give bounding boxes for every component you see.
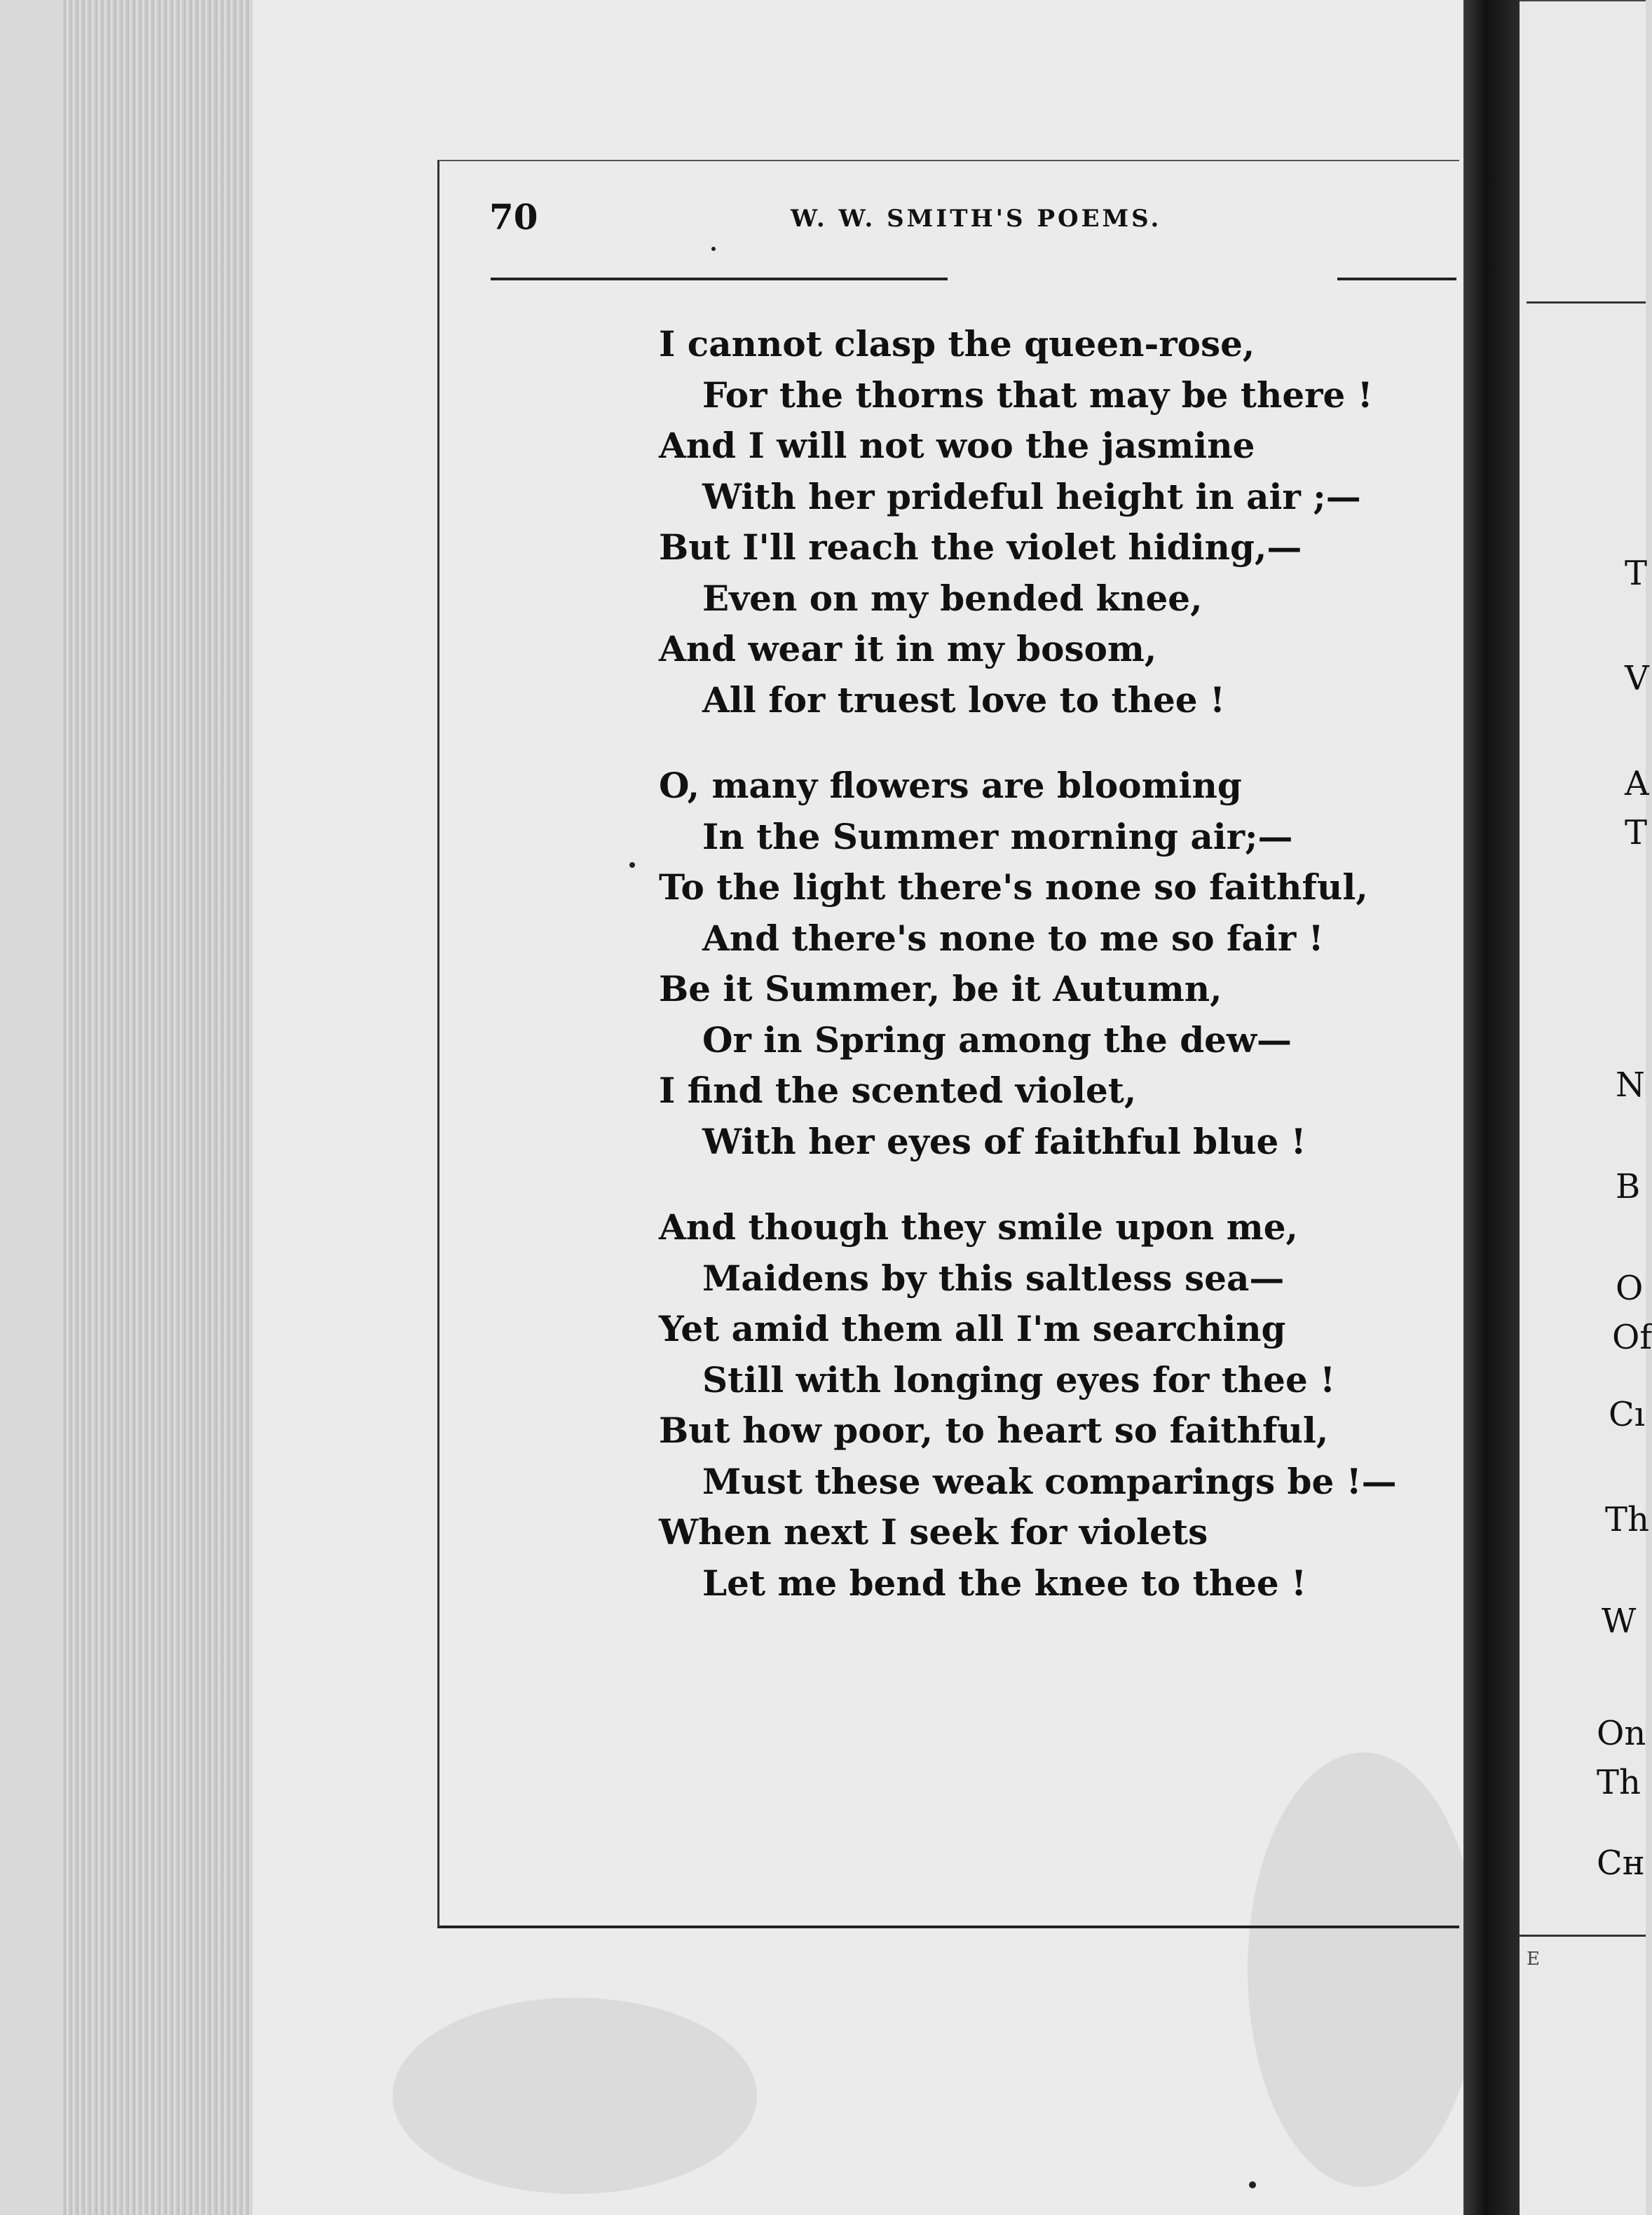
facing-text-fragment: T (1625, 554, 1648, 593)
poem-line: But I'll reach the violet hiding,— (659, 526, 1302, 568)
poem-line: O, many flowers are blooming (659, 765, 1242, 806)
poem-line: Maidens by this saltless sea— (702, 1257, 1285, 1299)
facing-page (1520, 0, 1646, 2215)
facing-text-fragment: On (1597, 1714, 1646, 1753)
page-number: 70 (489, 196, 538, 238)
ink-speck (1249, 2181, 1256, 2188)
poem-line: For the thorns that may be there ! (702, 374, 1373, 416)
poem-line: Yet amid them all I'm searching (659, 1308, 1286, 1349)
ink-speck (711, 247, 716, 251)
book-page-edges (63, 0, 273, 2215)
poem-line: And wear it in my bosom, (659, 628, 1157, 669)
facing-text-fragment: A (1625, 764, 1649, 803)
poem-line: Or in Spring among the dew— (702, 1018, 1292, 1061)
facing-text-fragment: W (1602, 1602, 1637, 1641)
facing-text-fragment: V (1625, 659, 1649, 698)
poem-line: But how poor, to heart so faithful, (659, 1410, 1329, 1451)
facing-text-fragment: Of (1612, 1318, 1652, 1357)
facing-text-fragment: Th (1597, 1763, 1641, 1802)
poem-line: Let me bend the knee to thee ! (702, 1562, 1307, 1604)
poem-line: Be it Summer, be it Autumn, (659, 968, 1222, 1009)
poem-line: I find the scented violet, (659, 1070, 1137, 1111)
facing-page-footer: E (1527, 1949, 1540, 1970)
facing-text-fragment: O (1616, 1269, 1644, 1308)
page-header (489, 196, 1456, 245)
poem-line: And though they smile upon me, (659, 1206, 1298, 1248)
poem-line: In the Summer morning air;— (702, 815, 1293, 857)
facing-header-rule (1527, 301, 1646, 304)
poem-line: Must these weak comparings be !— (702, 1460, 1397, 1502)
poem-line: To the light there's none so faithful, (659, 866, 1368, 908)
poem-line: I cannot clasp the queen-rose, (659, 323, 1255, 364)
book-gutter (1463, 0, 1520, 2215)
poem-line: Still with longing eyes for thee ! (702, 1358, 1336, 1400)
poem-line: With her prideful height in air ;— (702, 475, 1361, 517)
stanza (659, 1202, 1397, 1609)
poem-body (659, 319, 1397, 1644)
stanza (659, 761, 1397, 1167)
facing-text-fragment: Th (1605, 1500, 1649, 1539)
water-stain (392, 1998, 757, 2194)
stanza (659, 319, 1397, 725)
poem-line: When next I seek for violets (659, 1511, 1208, 1553)
poem-line: And I will not woo the jasmine (659, 425, 1255, 466)
poem-line: And there's none to me so fair ! (702, 917, 1324, 959)
facing-text-fragment: T (1625, 813, 1648, 852)
ink-speck (629, 862, 635, 868)
facing-text-fragment: N (1616, 1065, 1645, 1105)
header-rule-gap (948, 276, 1337, 280)
poem-line: Even on my bended knee, (702, 577, 1203, 619)
facing-top-rule (1520, 0, 1646, 1)
facing-text-fragment: B (1616, 1167, 1641, 1206)
facing-text-fragment: Cı (1609, 1395, 1646, 1434)
poem-line: With her eyes of faithful blue ! (702, 1120, 1306, 1162)
poem-line: All for truest love to thee ! (702, 679, 1225, 721)
running-title: W. W. SMITH'S POEMS. (791, 205, 1162, 233)
facing-bottom-rule (1520, 1935, 1646, 1937)
facing-text-fragment: Cн (1597, 1843, 1645, 1883)
